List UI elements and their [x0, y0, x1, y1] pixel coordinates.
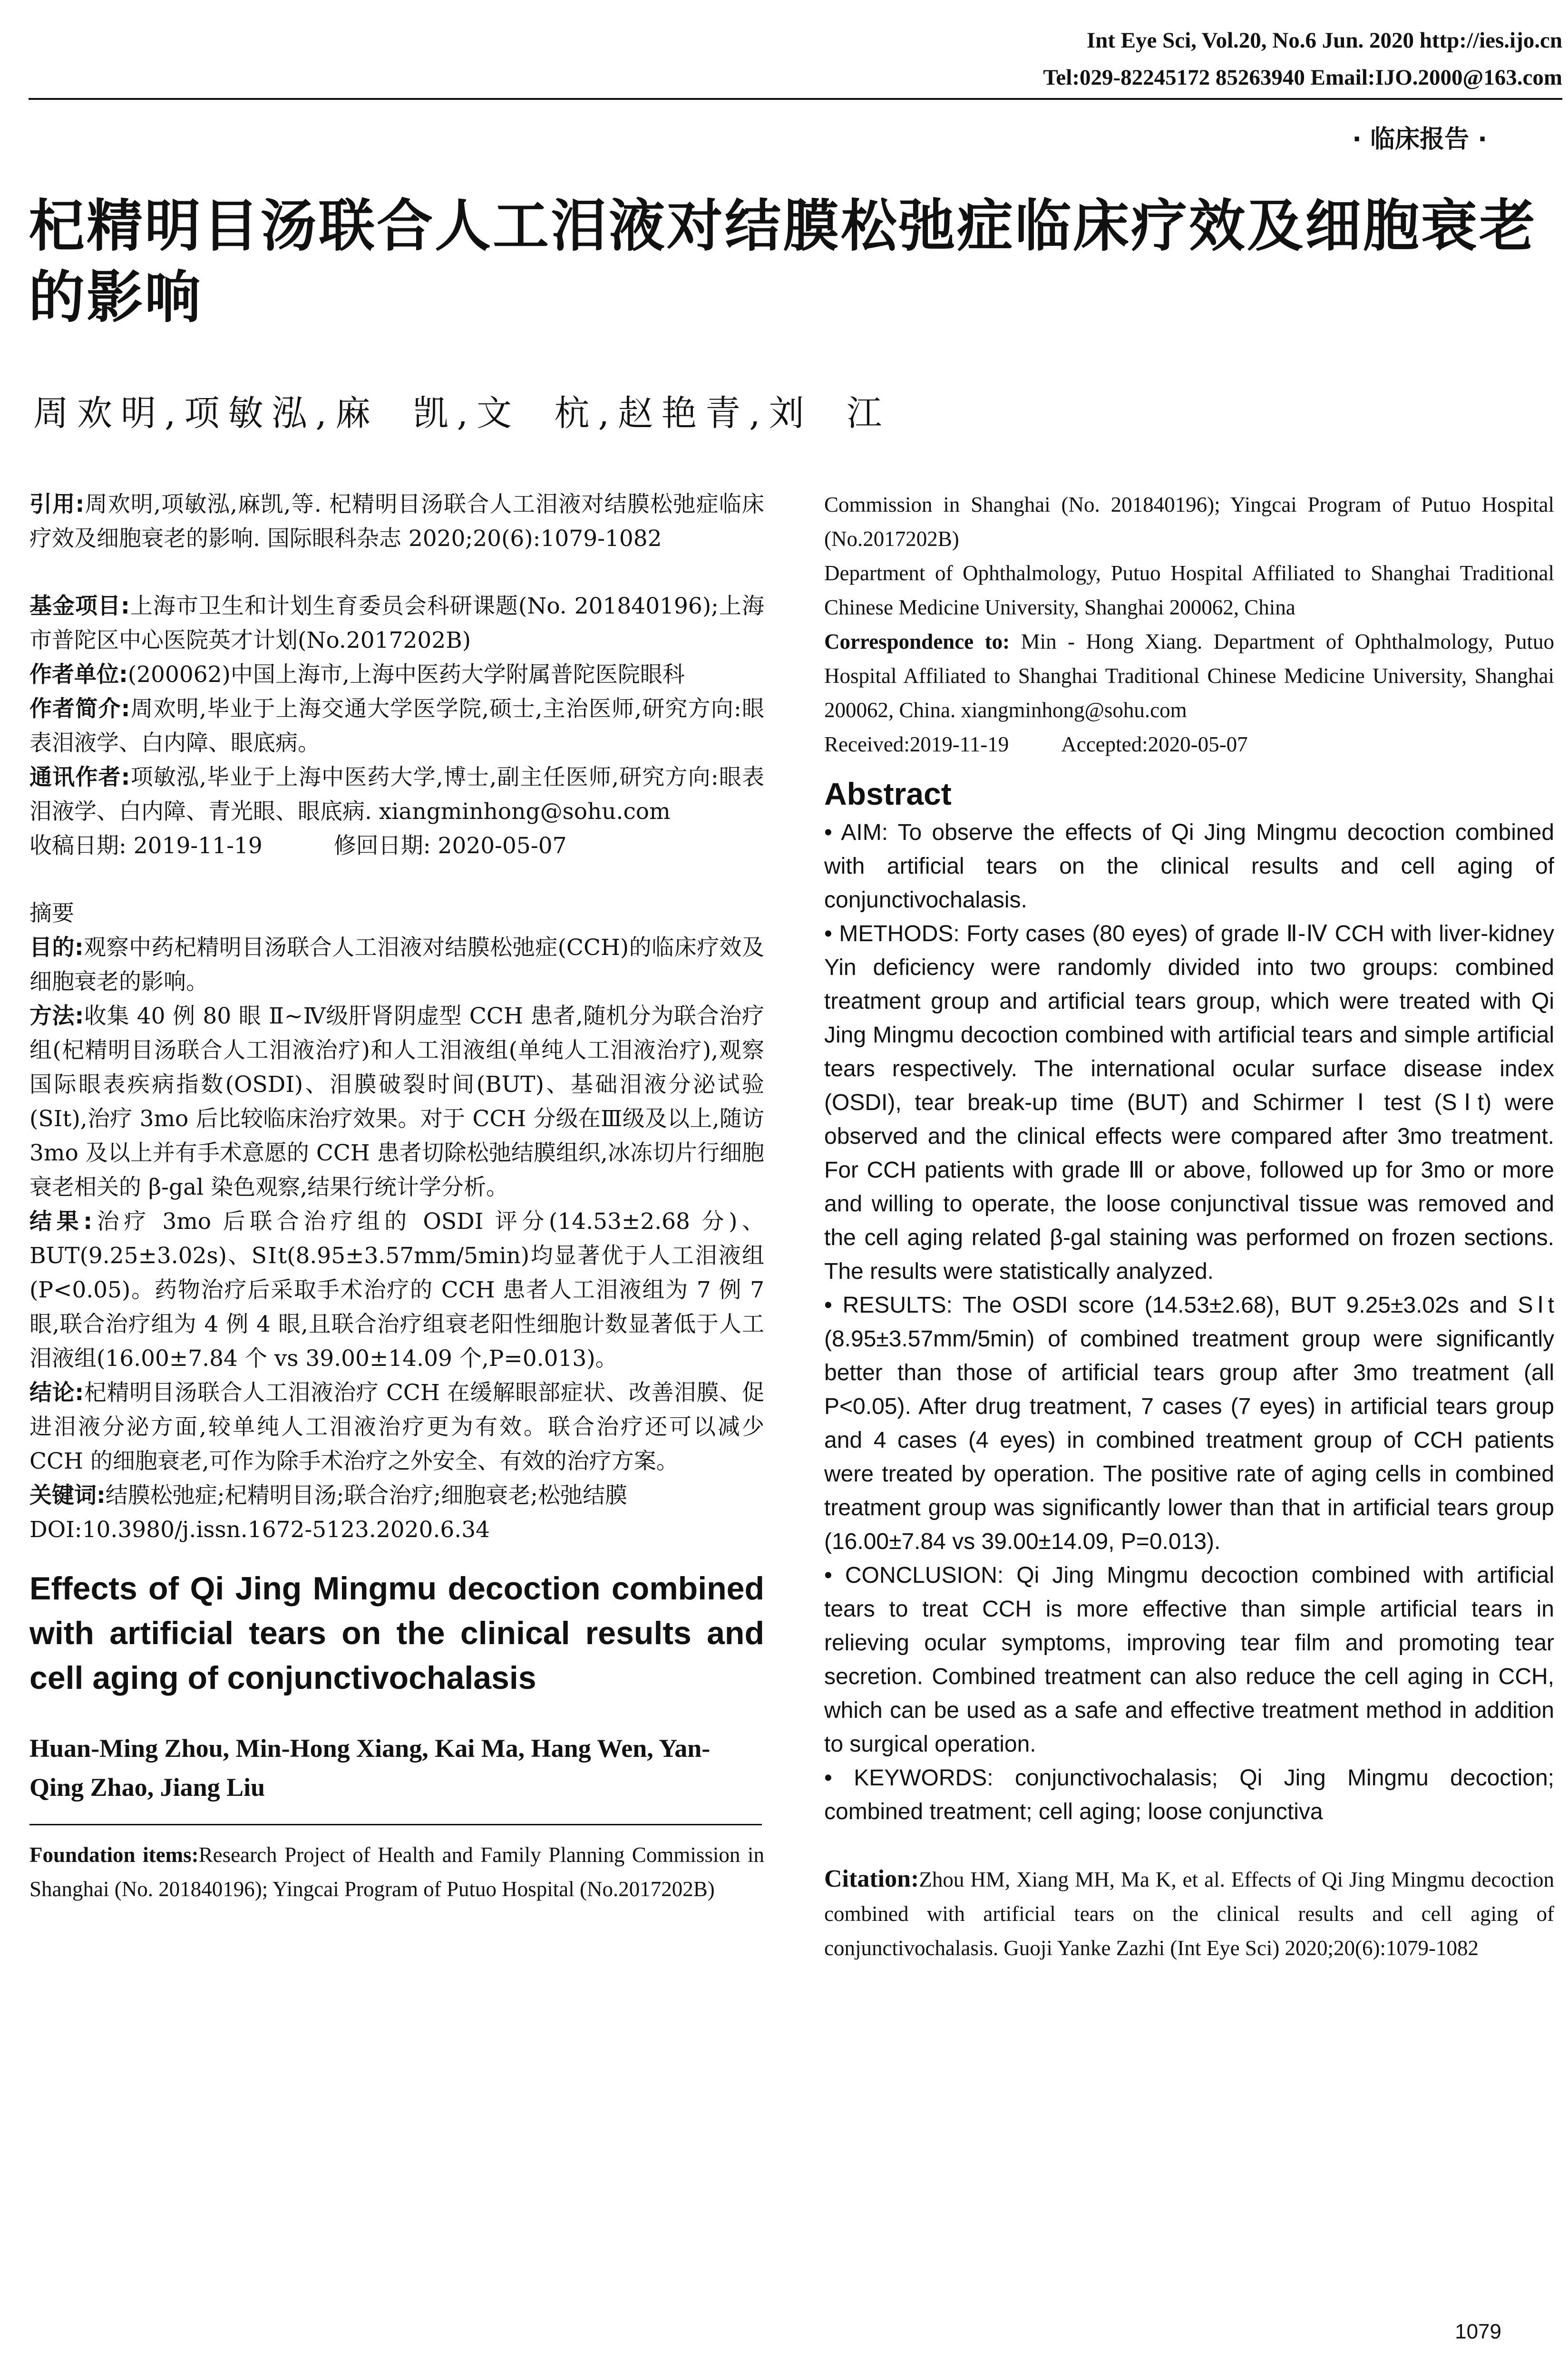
dates-en: Received:2019-11-19 Accepted:2020-05-07 — [824, 732, 1248, 756]
footnote-rule — [29, 1824, 762, 1825]
department-en: Department of Ophthalmology, Putuo Hospital Affiliated to Shanghai Traditional Chinese Medicine University, Shanghai 200062, China — [824, 561, 1554, 619]
dates-cn: 收稿日期: 2019-11-19 修回日期: 2020-05-07 — [29, 833, 567, 859]
abstract-methods: • METHODS: Forty cases (80 eyes) of grade Ⅱ-Ⅳ CCH with liver-kidney Yin deficiency were randomly divided into two groups: combined treatment group and artificial tears group, which were treated with Qi Jing Mingmu decoction combined with artificial tears and simple artificial tears respectively. The international ocular surface disease index (OSDI), tear break-up time (BUT) and Schirmer Ⅰ test (SⅠt) were observed and the clinical effects were compared after 3mo treatment. For CCH patients with grade Ⅲ or above, followed up for 3mo or more and willing to operate, the loose conjunctival tissue was removed and the cell aging related β-gal staining was performed on frozen sections. The results were statistically analyzed. — [824, 921, 1555, 1284]
journal-header: Int Eye Sci, Vol.20, No.6 Jun. 2020 http://ies.ijo.cn — [1086, 28, 1562, 53]
right-column — [824, 487, 1554, 1965]
abstract-cn-conclusion: 结论:杞精明目汤联合人工泪液治疗 CCH 在缓解眼部症状、改善泪膜、促进泪液分泌方面,较单纯人工泪液治疗更为有效。联合治疗还可以减少 CCH 的细胞衰老,可作为除手术治疗之外安全、有效的治疗方案。 — [29, 1380, 765, 1474]
abstract-keywords: • KEYWORDS: conjunctivochalasis; Qi Jing Mingmu decoction; combined treatment; cell aging; loose conjunctiva — [824, 1765, 1554, 1824]
abstract-cn-aim: 目的:观察中药杞精明目汤联合人工泪液对结膜松弛症(CCH)的临床疗效及细胞衰老的影响。 — [29, 935, 764, 995]
abstract-heading: Abstract — [824, 776, 952, 811]
foundation-continued: Commission in Shanghai (No. 201840196); Yingcai Program of Putuo Hospital (No.2017202B) — [824, 493, 1554, 551]
fund-cn: 基金项目:上海市卫生和计划生育委员会科研课题(No. 201840196);上海市普陀区中心医院英才计划(No.2017202B) — [29, 593, 764, 653]
abstract-cn-methods: 方法:收集 40 例 80 眼 Ⅱ~Ⅳ级肝肾阴虚型 CCH 患者,随机分为联合治疗组(杞精明目汤联合人工泪液治疗)和人工泪液组(单纯人工泪液治疗),观察国际眼表疾病指数(OSDI)、泪膜破裂时间(BUT)、基础泪液分泌试验(SⅠt),治疗 3mo 后比较临床治疗效果。对于 CCH 分级在Ⅲ级及以上,随访 3mo 及以上并有手术意愿的 CCH 患者切除松弛结膜组织,冰冻切片行细胞衰老相关的 β-gal 染色观察,结果行统计学分析。 — [29, 1003, 764, 1200]
article-title: 杞精明目汤联合人工泪液对结膜松弛症临床疗效及细胞衰老的影响 — [29, 193, 1538, 330]
page-number: 1079 — [1455, 2320, 1501, 2343]
unit-cn: 作者单位:(200062)中国上海市,上海中医药大学附属普陀医院眼科 — [29, 662, 685, 688]
abstract-conclusion: • CONCLUSION: Qi Jing Mingmu decoction combined with artificial tears to treat CCH is more effective than simple artificial tears in relieving ocular symptoms, improving tear film and promoting tear secretion. Combined treatment can also reduce the cell aging in CCH, which can be used as a safe and effective treatment method in addition to surgical operation. — [824, 1563, 1554, 1757]
section-label: · 临床报告 · — [1352, 125, 1487, 154]
english-authors: Huan-Ming Zhou, Min-Hong Xiang, Kai Ma, Hang Wen, Yan-Qing Zhao, Jiang Liu — [29, 1734, 711, 1802]
abstract-results: • RESULTS: The OSDI score (14.53±2.68), BUT 9.25±3.02s and SⅠt (8.95±3.57mm/5min) of combined treatment group were significantly better than those of artificial tears group after 3mo treatment (all P<0.05). After drug treatment, 7 cases (7 eyes) in artificial tears group and 4 cases (4 eyes) in combined treatment group of CCH patients were treated by operation. The positive rate of aging cells in combined treatment group was significantly lower than that in artificial tears group (16.00±7.84 vs 39.00±14.09, P=0.013). — [824, 1293, 1554, 1554]
authors-chinese: 周欢明,项敏泓,麻 凯,文 杭,赵艳青,刘 江 — [33, 393, 891, 434]
keywords-cn: 关键词:结膜松弛症;杞精明目汤;联合治疗;细胞衰老;松弛结膜 — [29, 1482, 628, 1509]
citation-cn: 引用:周欢明,项敏泓,麻凯,等. 杞精明目汤联合人工泪液对结膜松弛症临床疗效及细胞衰老的影响. 国际眼科杂志 2020;20(6):1079-1082 — [29, 491, 765, 552]
bio-cn: 作者简介:周欢明,毕业于上海交通大学医学院,硕士,主治医师,研究方向:眼表泪液学、白内障、眼底病。 — [29, 696, 764, 756]
abstract-cn-heading: 摘要 — [29, 900, 74, 926]
abstract-aim: • AIM: To observe the effects of Qi Jing Mingmu decoction combined with artificial tears on the clinical results and cell aging of conjunctivochalasis. — [824, 820, 1554, 913]
journal-contact: Tel:029-82245172 85263940 Email:IJO.2000@163.com — [1043, 65, 1562, 90]
corr-cn: 通讯作者:项敏泓,毕业于上海中医药大学,博士,副主任医师,研究方向:眼表泪液学、白内障、青光眼、眼底病. xiangminhong@sohu.com — [29, 764, 764, 825]
header-rule — [29, 98, 1562, 100]
left-column — [29, 487, 764, 1906]
citation-en: Citation:Zhou HM, Xiang MH, Ma K, et al. Effects of Qi Jing Mingmu decoction combined with artificial tears on the clinical results and cell aging of conjunctivochalasis. Guoji Yanke Zazhi (Int Eye Sci) 2020;20(6):1079-1082 — [824, 1865, 1554, 1960]
foundation-items: Foundation items:Research Project of Health and Family Planning Commission in Shanghai (No. 201840196); Yingcai Program of Putuo Hospital (No.2017202B) — [29, 1843, 765, 1901]
abstract-cn-results: 结果:治疗 3mo 后联合治疗组的 OSDI 评分(14.53±2.68 分)、BUT(9.25±3.02s)、SⅠt(8.95±3.57mm/5min)均显著优于人工泪液组(P<0.05)。药物治疗后采取手术治疗的 CCH 患者人工泪液组为 7 例 7 眼,联合治疗组为 4 例 4 眼,且联合治疗组衰老阳性细胞计数显著低于人工泪液组(16.00±7.84 个 vs 39.00±14.09 个,P=0.013)。 — [29, 1208, 765, 1372]
doi: DOI:10.3980/j.issn.1672-5123.2020.6.34 — [29, 1517, 490, 1543]
correspondence-en: Correspondence to: Min - Hong Xiang. Department of Ophthalmology, Putuo Hospital Affiliated to Shanghai Traditional Chinese Medicine University, Shanghai 200062, China. xiangminhong@sohu.com — [824, 630, 1555, 722]
english-title: Effects of Qi Jing Mingmu decoction combined with artificial tears on the clinical results and cell aging of conjunctivochalasis — [29, 1570, 764, 1696]
